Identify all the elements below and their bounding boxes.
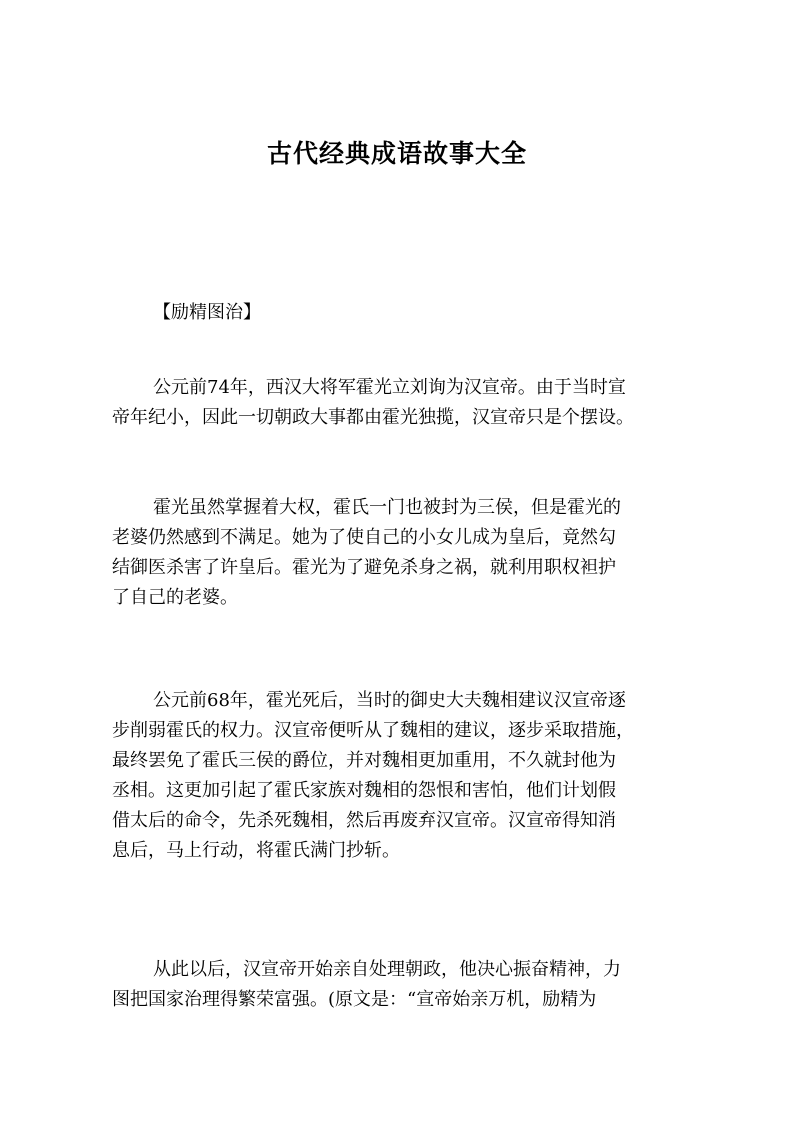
- paragraph-line: 了自己的老婆。: [112, 587, 238, 608]
- paragraph-line: 结御医杀害了许皇后。霍光为了避免杀身之祸，就利用职权袒护: [112, 557, 616, 578]
- paragraph: [112, 493, 692, 613]
- paragraph-line: 公元前68年，霍光死后，当时的御史大夫魏相建议汉宣帝逐: [153, 690, 626, 711]
- paragraph-line: 息后，马上行动，将霍氏满门抄斩。: [112, 840, 400, 861]
- paragraph-line: 图把国家治理得繁荣富强。(原文是：“宣帝始亲万机，励精为: [112, 989, 597, 1010]
- paragraph-line: 从此以后，汉宣帝开始亲自处理朝政，他决心振奋精神，力: [153, 959, 621, 980]
- paragraph-line: 帝年纪小，因此一切朝政大事都由霍光独揽，汉宣帝只是个摆设。: [112, 407, 634, 428]
- paragraph-line: 步削弱霍氏的权力。汉宣帝便听从了魏相的建议，逐步采取措施，: [112, 720, 634, 741]
- paragraph-line: 借太后的命令，先杀死魏相，然后再废弃汉宣帝。汉宣帝得知消: [112, 810, 616, 831]
- paragraph: [112, 955, 692, 1015]
- paragraph-line: 霍光虽然掌握着大权，霍氏一门也被封为三侯，但是霍光的: [153, 497, 621, 518]
- paragraph-line: 最终罢免了霍氏三侯的爵位，并对魏相更加重用，不久就封他为: [112, 750, 616, 771]
- paragraph: [112, 373, 692, 433]
- paragraph-line: 公元前74年，西汉大将军霍光立刘询为汉宣帝。由于当时宣: [153, 377, 626, 398]
- paragraph-line: 老婆仍然感到不满足。她为了使自己的小女儿成为皇后，竟然勾: [112, 527, 616, 548]
- paragraph-line: 丞相。这更加引起了霍氏家族对魏相的怨恨和害怕，他们计划假: [112, 780, 616, 801]
- paragraph: [112, 686, 692, 866]
- section-heading: 【励精图治】: [153, 302, 261, 323]
- document-title: 古代经典成语故事大全: [266, 139, 527, 168]
